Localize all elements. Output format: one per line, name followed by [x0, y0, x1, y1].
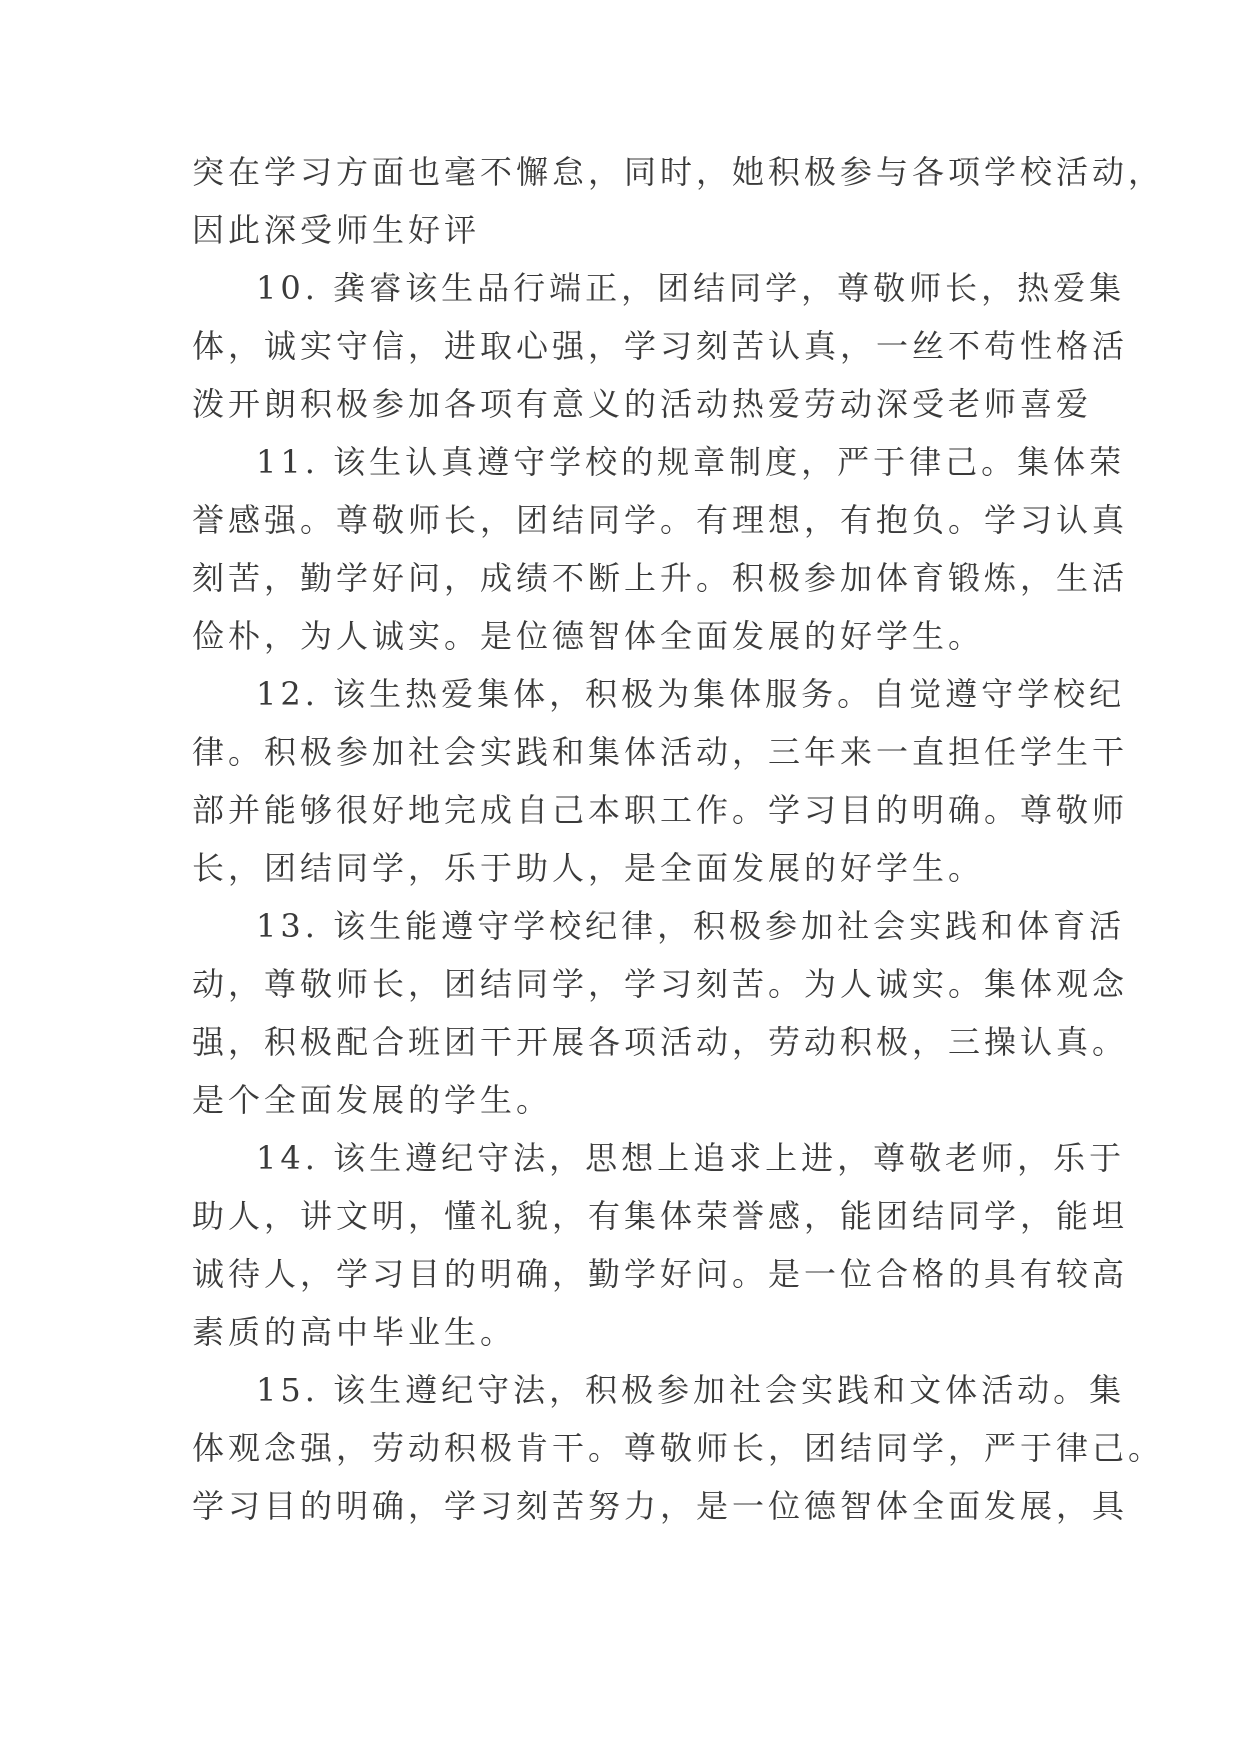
text-line: 长，团结同学，乐于助人，是全面发展的好学生。 [192, 849, 985, 887]
text-line: 因此深受师生好评 [192, 211, 481, 249]
text-line: 泼开朗积极参加各项有意义的活动热爱劳动深受老师喜爱 [192, 385, 1093, 423]
text-line: 诚待人，学习目的明确，勤学好问。是一位合格的具有较高 [192, 1255, 1129, 1293]
text-line: 14. 该生遵纪守法，思想上追求上进，尊敬老师，乐于 [256, 1139, 1126, 1177]
text-line: 12. 该生热爱集体，积极为集体服务。自觉遵守学校纪 [256, 675, 1126, 713]
paragraph-12 [192, 665, 1129, 897]
text-line: 誉感强。尊敬师长，团结同学。有理想，有抱负。学习认真 [192, 501, 1129, 539]
text-line: 体，诚实守信，进取心强，学习刻苦认真，一丝不苟性格活 [192, 327, 1129, 365]
text-line: 13. 该生能遵守学校纪律，积极参加社会实践和体育活 [256, 907, 1126, 945]
text-line: 体观念强，劳动积极肯干。尊敬师长，团结同学，严于律己。 [192, 1429, 1165, 1467]
paragraph-14 [192, 1129, 1129, 1361]
text-line: 15. 该生遵纪守法，积极参加社会实践和文体活动。集 [256, 1371, 1126, 1409]
text-line: 律。积极参加社会实践和集体活动，三年来一直担任学生干 [192, 733, 1129, 771]
text-line: 突在学习方面也毫不懈怠，同时，她积极参与各项学校活动， [192, 153, 1165, 191]
text-line: 学习目的明确，学习刻苦努力，是一位德智体全面发展，具 [192, 1487, 1129, 1525]
text-line: 助人，讲文明，懂礼貌，有集体荣誉感，能团结同学，能坦 [192, 1197, 1129, 1235]
paragraph-10 [192, 259, 1129, 433]
text-line: 是个全面发展的学生。 [192, 1081, 553, 1119]
text-line: 素质的高中毕业生。 [192, 1313, 517, 1351]
paragraph-11 [192, 433, 1129, 665]
text-line: 强，积极配合班团干开展各项活动，劳动积极，三操认真。 [192, 1023, 1129, 1061]
paragraph-13 [192, 897, 1129, 1129]
text-line: 俭朴，为人诚实。是位德智体全面发展的好学生。 [192, 617, 985, 655]
paragraph-15 [192, 1361, 1165, 1535]
document-body [192, 143, 1165, 1535]
paragraph-9-continued [192, 143, 1165, 259]
text-line: 刻苦，勤学好问，成绩不断上升。积极参加体育锻炼，生活 [192, 559, 1129, 597]
text-line: 动，尊敬师长，团结同学，学习刻苦。为人诚实。集体观念 [192, 965, 1129, 1003]
text-line: 11. 该生认真遵守学校的规章制度，严于律己。集体荣 [256, 443, 1126, 481]
text-line: 10. 龚睿该生品行端正，团结同学，尊敬师长，热爱集 [256, 269, 1126, 307]
text-line: 部并能够很好地完成自己本职工作。学习目的明确。尊敬师 [192, 791, 1129, 829]
